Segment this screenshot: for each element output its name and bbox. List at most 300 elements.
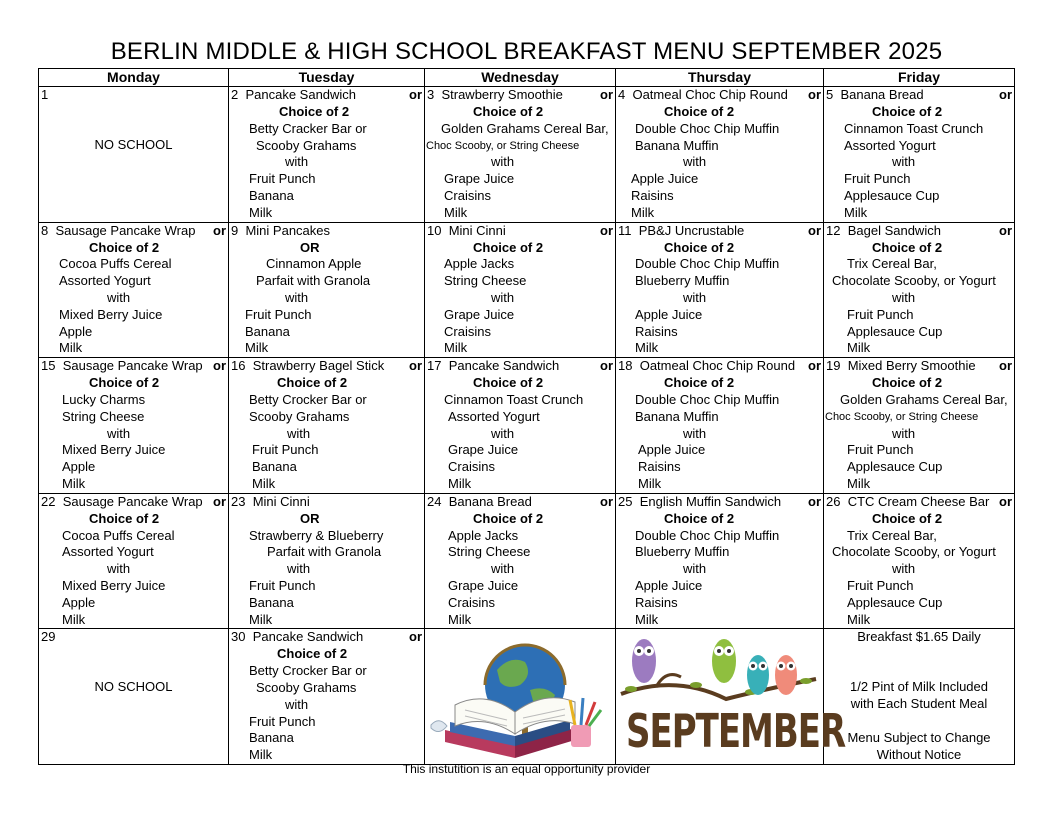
day-heading — [41, 223, 195, 240]
main-item-title: Pancake Sandwich — [245, 87, 357, 102]
menu-line: Apple Jacks — [444, 256, 515, 272]
main-item-title: English Muffin Sandwich — [639, 493, 782, 509]
menu-line: with — [491, 289, 515, 305]
owl-green — [712, 639, 736, 683]
menu-line: Chocolate Scooby, or Yogurt — [832, 544, 996, 560]
menu-line: Banana Muffin — [635, 137, 719, 153]
menu-line: Cinnamon Toast Crunch — [844, 120, 984, 136]
menu-line: Choice of 2 — [872, 510, 943, 526]
day-cell — [616, 87, 824, 223]
day-number: 17 — [427, 358, 442, 374]
main-item-title: Mini Cinni — [252, 493, 310, 509]
menu-line: Betty Crocker Bar or — [249, 391, 367, 407]
day-heading — [427, 87, 563, 104]
menu-line: Parfait with Granola — [256, 273, 371, 289]
day-heading — [231, 223, 330, 240]
menu-line: Grape Juice — [448, 442, 519, 458]
day-cell-content — [229, 629, 424, 764]
day-number: 29 — [41, 629, 56, 645]
menu-line: OR — [300, 239, 320, 255]
day-header — [229, 494, 424, 511]
menu-line: OR — [300, 510, 320, 526]
menu-line: Raisins — [631, 187, 674, 203]
menu-line: Apple Juice — [638, 442, 706, 458]
day-cell-content — [425, 358, 615, 493]
day-header — [39, 494, 228, 511]
menu-line: with — [107, 425, 131, 441]
menu-line: Milk — [252, 475, 276, 491]
menu-line: Strawberry & Blueberry — [249, 527, 384, 543]
week-row — [39, 493, 1015, 629]
menu-line: Milk — [448, 611, 472, 627]
or-label: or — [213, 493, 226, 509]
weekday-header: Thursday — [616, 69, 824, 87]
menu-line: Apple Jacks — [448, 527, 519, 543]
weekday-header-row — [39, 69, 1015, 87]
day-header — [425, 87, 615, 104]
menu-line: Choc Scooby, or String Cheese — [426, 139, 580, 152]
day-heading — [41, 494, 203, 511]
menu-line: Apple Juice — [631, 171, 699, 187]
footer-note: This instutition is an equal opportunity provider — [402, 762, 651, 776]
day-heading — [427, 358, 559, 375]
owl-purple — [632, 639, 656, 683]
menu-line: Blueberry Muffin — [635, 544, 730, 560]
week-row — [39, 629, 1015, 765]
menu-line: Banana — [249, 187, 294, 203]
menu-line: Assorted Yogurt — [62, 544, 154, 560]
day-heading — [618, 494, 781, 511]
menu-line: Choice of 2 — [664, 510, 735, 526]
menu-line: Choice of 2 — [872, 104, 943, 119]
day-header — [229, 358, 424, 375]
day-number: 26 — [826, 493, 841, 509]
menu-line: Choice of 2 — [664, 375, 735, 391]
menu-line: Choice of 2 — [277, 646, 348, 662]
day-number: 15 — [41, 358, 56, 374]
day-cell-content — [616, 87, 823, 222]
menu-line: with — [491, 561, 515, 577]
menu-line: with — [892, 154, 916, 170]
menu-line: Choice of 2 — [89, 375, 160, 391]
or-label: or — [808, 358, 821, 374]
menu-line: Milk — [444, 204, 468, 220]
september-word: SEPTEMBER — [626, 705, 846, 760]
day-header — [39, 87, 228, 104]
week-row — [39, 87, 1015, 223]
day-cell-content — [425, 494, 615, 629]
menu-line: Choice of 2 — [89, 510, 160, 526]
day-cell — [425, 222, 616, 358]
day-cell-content — [229, 223, 424, 358]
menu-line: with — [491, 425, 515, 441]
day-cell-content — [824, 358, 1014, 493]
menu-line: with — [683, 425, 707, 441]
day-cell-content — [39, 87, 228, 222]
info-change-line2: Without Notice — [876, 747, 962, 763]
menu-line: Choc Scooby, or String Cheese — [825, 410, 979, 423]
menu-line: Cinnamon Apple — [266, 256, 362, 272]
info-cell — [824, 629, 1015, 765]
day-cell-content — [824, 494, 1014, 629]
day-number: 3 — [427, 87, 435, 102]
menu-line: with — [285, 696, 309, 712]
day-cell — [616, 222, 824, 358]
day-number: 19 — [826, 358, 841, 374]
day-cell — [39, 629, 229, 765]
menu-line: Milk — [444, 340, 468, 356]
menu-line: Cinnamon Toast Crunch — [444, 391, 584, 407]
no-school-label: NO SCHOOL — [94, 679, 173, 695]
weekday-header: Friday — [824, 69, 1015, 87]
day-number: 5 — [826, 87, 834, 102]
menu-line: with — [683, 289, 707, 305]
menu-line: Lucky Charms — [62, 391, 146, 407]
menu-calendar — [38, 68, 1015, 765]
day-number: 24 — [427, 493, 442, 509]
menu-line: Grape Juice — [444, 306, 515, 322]
menu-line: Milk — [62, 611, 86, 627]
main-item-title: Mini Pancakes — [245, 222, 331, 238]
day-header — [39, 629, 228, 646]
main-item-title: Mixed Berry Smoothie — [847, 358, 976, 374]
or-label: or — [808, 87, 821, 102]
day-header — [229, 223, 424, 240]
menu-line: Applesauce Cup — [847, 323, 943, 339]
menu-line: Milk — [638, 475, 662, 491]
menu-line: Apple Juice — [635, 306, 703, 322]
day-cell-content — [229, 358, 424, 493]
menu-line: Milk — [635, 611, 659, 627]
menu-line: Double Choc Chip Muffin — [635, 120, 780, 136]
menu-line: Chocolate Scooby, or Yogurt — [832, 273, 996, 289]
day-header — [616, 358, 823, 375]
day-heading — [826, 358, 976, 375]
day-header — [824, 223, 1014, 240]
menu-line: Betty Cracker Bar or — [249, 120, 367, 136]
weekday-header: Wednesday — [425, 69, 616, 87]
menu-line: with — [107, 561, 131, 577]
main-item-title: Sausage Pancake Wrap — [62, 358, 203, 374]
menu-line: Milk — [635, 340, 659, 356]
menu-line: Fruit Punch — [847, 442, 914, 458]
menu-line: Choice of 2 — [473, 375, 544, 391]
day-number: 10 — [427, 222, 442, 238]
day-heading — [231, 494, 310, 511]
menu-line: Banana — [249, 594, 294, 610]
main-item-title: Sausage Pancake Wrap — [62, 493, 203, 509]
day-heading — [826, 494, 989, 511]
menu-line: Banana — [245, 323, 290, 339]
menu-line: Craisins — [444, 323, 491, 339]
day-number: 30 — [231, 629, 246, 645]
menu-line: with — [285, 154, 309, 170]
day-header — [425, 358, 615, 375]
menu-line: Fruit Punch — [249, 577, 316, 593]
menu-line: Milk — [245, 340, 269, 356]
day-cell — [39, 358, 229, 494]
menu-line: Assorted Yogurt — [844, 137, 936, 153]
menu-line: Milk — [448, 475, 472, 491]
day-cell-content — [229, 87, 424, 222]
day-cell-content — [824, 223, 1014, 358]
day-number: 4 — [618, 87, 626, 102]
or-label: or — [999, 222, 1012, 238]
day-header — [824, 494, 1014, 511]
day-number: 1 — [41, 87, 49, 102]
menu-line: Milk — [249, 611, 273, 627]
menu-line: Mixed Berry Juice — [62, 577, 166, 593]
page-title: BERLIN MIDDLE & HIGH SCHOOL BREAKFAST MENU SEPTEMBER 2025 — [110, 38, 943, 65]
main-item-title: Bagel Sandwich — [847, 222, 941, 238]
menu-line: Cocoa Puffs Cereal — [62, 527, 175, 543]
day-heading — [231, 629, 363, 646]
main-item-title: Sausage Pancake Wrap — [55, 222, 196, 238]
owl-pink — [775, 655, 797, 695]
day-number: 11 — [618, 222, 632, 238]
menu-line: Double Choc Chip Muffin — [635, 256, 780, 272]
main-item-title: Oatmeal Choc Chip Round — [639, 358, 796, 374]
menu-line: with — [287, 561, 311, 577]
day-heading — [231, 358, 384, 375]
menu-line: Apple — [59, 323, 93, 339]
menu-line: Trix Cereal Bar, — [847, 256, 937, 272]
day-header — [824, 358, 1014, 375]
day-cell-content — [425, 87, 615, 222]
menu-line: String Cheese — [444, 273, 527, 289]
menu-line: Blueberry Muffin — [635, 273, 730, 289]
menu-line: Choice of 2 — [89, 239, 160, 255]
menu-line: with — [892, 425, 916, 441]
menu-line: with — [285, 289, 309, 305]
menu-line: Milk — [249, 204, 273, 220]
day-cell-content — [39, 358, 228, 493]
day-cell-content — [425, 629, 615, 764]
day-cell — [824, 493, 1015, 629]
menu-line: Apple Juice — [635, 577, 703, 593]
no-school-label: NO SCHOOL — [94, 137, 173, 152]
menu-line: Raisins — [635, 594, 678, 610]
menu-line: Fruit Punch — [844, 171, 911, 187]
day-cell — [616, 493, 824, 629]
menu-line: Parfait with Granola — [267, 544, 382, 560]
menu-line: Double Choc Chip Muffin — [635, 391, 780, 407]
menu-line: Fruit Punch — [847, 577, 914, 593]
day-cell-content — [616, 358, 823, 493]
books-globe-image-cell — [425, 629, 616, 765]
menu-line: Scooby Grahams — [256, 137, 357, 153]
menu-line: with — [892, 561, 916, 577]
menu-line: Milk — [631, 204, 655, 220]
menu-line: Assorted Yogurt — [59, 273, 151, 289]
day-header — [229, 629, 424, 646]
menu-line: Fruit Punch — [249, 171, 316, 187]
main-item-title: Pancake Sandwich — [448, 358, 560, 374]
weekday-header: Monday — [39, 69, 229, 87]
day-number: 8 — [41, 222, 49, 238]
day-cell — [425, 87, 616, 223]
day-cell-content — [425, 223, 615, 358]
menu-line: with — [683, 561, 707, 577]
day-header — [616, 87, 823, 104]
day-cell — [425, 358, 616, 494]
day-cell — [616, 358, 824, 494]
menu-line: Apple — [62, 594, 96, 610]
day-cell-content — [39, 494, 228, 629]
day-cell-content — [824, 87, 1014, 222]
day-header — [616, 223, 823, 240]
menu-line: Banana Muffin — [635, 408, 719, 424]
menu-line: Fruit Punch — [249, 713, 316, 729]
menu-line: Craisins — [444, 187, 491, 203]
day-cell-content — [616, 629, 846, 764]
day-cell — [824, 222, 1015, 358]
or-label: or — [999, 87, 1012, 102]
menu-line: Raisins — [638, 459, 681, 475]
day-number: 23 — [231, 493, 246, 509]
day-cell — [229, 222, 425, 358]
main-item-title: Mini Cinni — [448, 222, 506, 238]
day-heading — [427, 223, 506, 240]
menu-line: Milk — [844, 204, 868, 220]
menu-line: Craisins — [448, 459, 495, 475]
or-label: or — [600, 222, 613, 238]
day-header — [229, 87, 424, 104]
or-label: or — [600, 358, 613, 374]
day-number: 9 — [231, 222, 239, 238]
menu-line: Choice of 2 — [473, 104, 544, 119]
menu-line: with — [287, 425, 311, 441]
menu-line: Mixed Berry Juice — [59, 306, 163, 322]
menu-line: with — [892, 289, 916, 305]
menu-line: Choice of 2 — [473, 239, 544, 255]
menu-line: Scooby Grahams — [256, 679, 357, 695]
menu-line: Fruit Punch — [245, 306, 312, 322]
day-cell-content — [229, 494, 424, 629]
main-item-title: PB&J Uncrustable — [638, 222, 745, 238]
menu-line: Milk — [59, 340, 83, 356]
menu-line: Mixed Berry Juice — [62, 442, 166, 458]
menu-line: Choice of 2 — [872, 375, 943, 391]
main-item-title: Pancake Sandwich — [252, 629, 364, 645]
day-heading — [41, 87, 48, 104]
day-number: 18 — [618, 358, 633, 374]
menu-line: Milk — [249, 747, 273, 763]
menu-line: Double Choc Chip Muffin — [635, 527, 780, 543]
day-header — [425, 494, 615, 511]
or-label: or — [600, 493, 613, 509]
info-milk-line1: 1/2 Pint of Milk Included — [849, 679, 989, 695]
menu-line: Milk — [847, 475, 871, 491]
books-globe-illustration — [425, 630, 615, 763]
menu-line: Applesauce Cup — [847, 459, 943, 475]
menu-line: Fruit Punch — [252, 442, 319, 458]
menu-line: Golden Grahams Cereal Bar, — [441, 120, 609, 136]
day-cell-content — [616, 494, 823, 629]
menu-line: Banana — [249, 730, 294, 746]
week-row — [39, 222, 1015, 358]
day-number: 16 — [231, 358, 246, 374]
day-number: 12 — [826, 222, 841, 238]
or-label: or — [808, 222, 821, 238]
menu-line: Choice of 2 — [664, 239, 735, 255]
menu-line: Applesauce Cup — [844, 187, 940, 203]
main-item-title: Oatmeal Choc Chip Round — [632, 87, 788, 102]
menu-line: Grape Juice — [444, 171, 515, 187]
menu-line: with — [683, 154, 707, 170]
september-image-cell — [616, 629, 846, 765]
menu-line: Cocoa Puffs Cereal — [59, 256, 172, 272]
or-label: or — [409, 358, 422, 374]
day-cell — [39, 222, 229, 358]
day-number: 22 — [41, 493, 56, 509]
day-cell — [39, 493, 229, 629]
day-heading — [826, 87, 924, 104]
menu-line: Grape Juice — [448, 577, 519, 593]
menu-line: Choice of 2 — [664, 104, 735, 119]
info-change-line1: Menu Subject to Change — [847, 730, 991, 746]
day-cell — [425, 493, 616, 629]
menu-line: Betty Crocker Bar or — [249, 663, 367, 679]
or-label: or — [999, 358, 1012, 374]
day-cell — [39, 87, 229, 223]
or-label: or — [999, 493, 1012, 509]
info-price: Breakfast $1.65 Daily — [857, 629, 981, 645]
day-cell-content — [616, 223, 823, 358]
menu-line: Choice of 2 — [872, 239, 943, 255]
day-heading — [618, 223, 744, 240]
day-number: 25 — [618, 493, 633, 509]
menu-line: Choice of 2 — [473, 510, 544, 526]
menu-line: Applesauce Cup — [847, 594, 943, 610]
weekday-header: Tuesday — [229, 69, 425, 87]
day-cell — [229, 629, 425, 765]
day-heading — [826, 223, 941, 240]
menu-line: Milk — [847, 611, 871, 627]
main-item-title: Banana Bread — [448, 493, 532, 509]
menu-line: with — [491, 154, 515, 170]
menu-line: Milk — [847, 340, 871, 356]
owl-teal — [747, 655, 769, 695]
menu-line: String Cheese — [62, 408, 145, 424]
day-cell — [229, 87, 425, 223]
menu-line: Assorted Yogurt — [448, 408, 540, 424]
menu-line: Craisins — [448, 594, 495, 610]
menu-line: Choice of 2 — [279, 104, 350, 119]
day-cell-content — [39, 223, 228, 358]
menu-line: Golden Grahams Cereal Bar, — [840, 391, 1008, 407]
main-item-title: CTC Cream Cheese Bar — [847, 493, 990, 509]
menu-line: with — [107, 289, 131, 305]
day-header — [425, 223, 615, 240]
menu-line: Apple — [62, 459, 96, 475]
main-item-title: Strawberry Bagel Stick — [252, 358, 385, 374]
september-illustration — [616, 629, 846, 762]
day-cell — [824, 87, 1015, 223]
or-label: or — [409, 629, 422, 645]
day-heading — [427, 494, 532, 511]
day-cell — [824, 358, 1015, 494]
day-heading — [618, 87, 788, 104]
menu-line: Milk — [62, 475, 86, 491]
menu-line: Raisins — [635, 323, 678, 339]
day-heading — [618, 358, 795, 375]
day-header — [39, 223, 228, 240]
or-label: or — [213, 358, 226, 374]
menu-line: Banana — [252, 459, 297, 475]
day-number: 2 — [231, 87, 239, 102]
day-header — [824, 87, 1014, 104]
